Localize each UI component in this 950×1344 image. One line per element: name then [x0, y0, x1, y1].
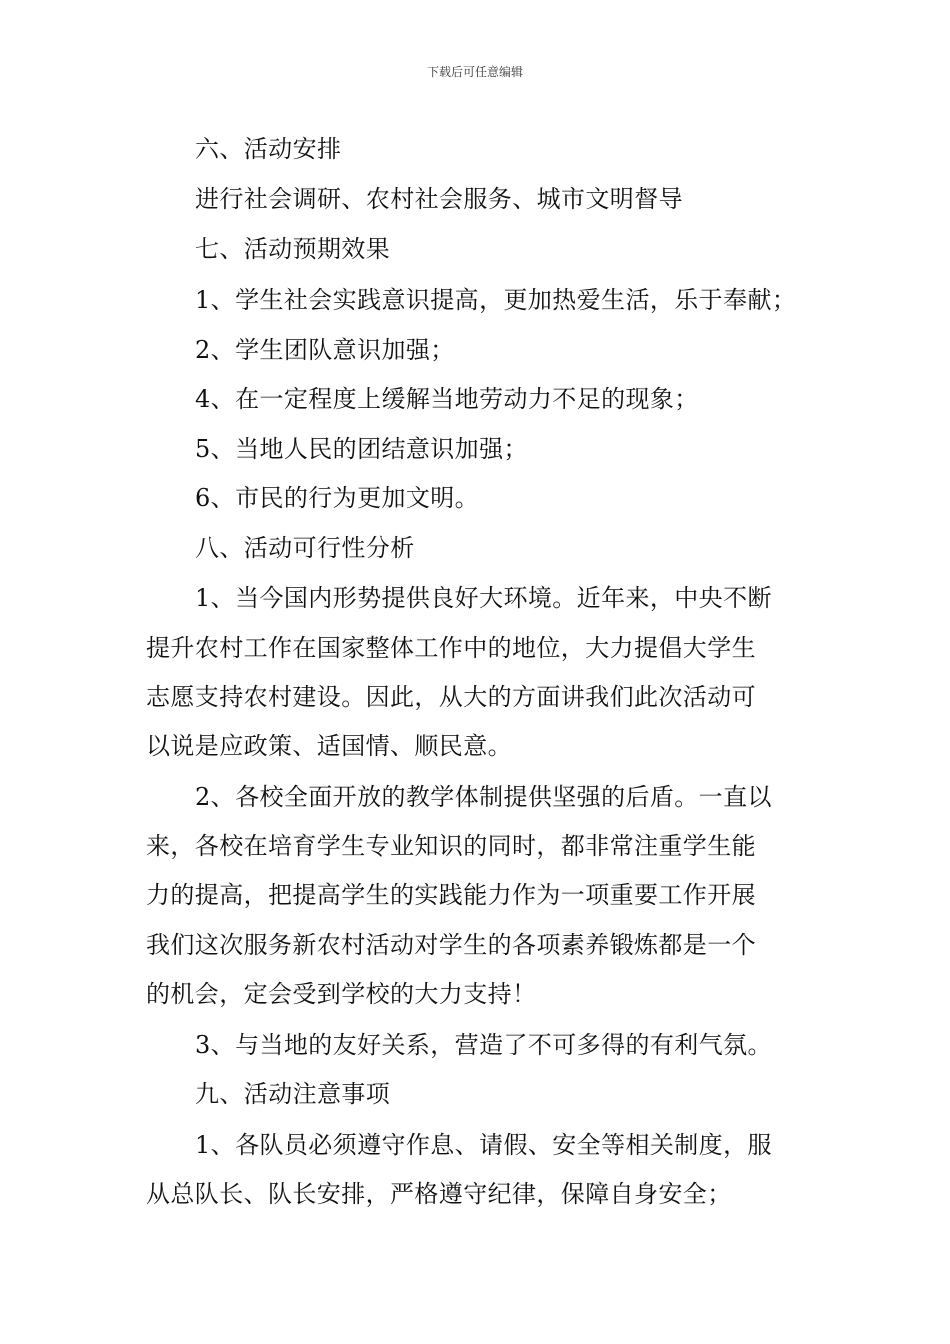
- paragraph-line: 1、各队员必须遵守作息、请假、安全等相关制度，服: [195, 1131, 772, 1159]
- list-item-line: 5、当地人民的团结意识加强；: [195, 435, 528, 463]
- section-heading-expected-effects: 七、活动预期效果: [195, 235, 391, 263]
- paragraph-line: 1、当今国内形势提供良好大环境。近年来，中央不断: [195, 584, 772, 612]
- paragraph-line: 的机会，定会受到学校的大力支持！: [146, 980, 537, 1008]
- section-heading-feasibility-analysis: 八、活动可行性分析: [195, 534, 415, 562]
- list-item-line: 2、学生团队意识加强；: [195, 336, 455, 364]
- paragraph-line: 从总队长、队长安排，严格遵守纪律，保障自身安全；: [146, 1180, 732, 1208]
- paragraph-line: 我们这次服务新农村活动对学生的各项素养锻炼都是一个: [146, 931, 756, 959]
- paragraph-line: 来，各校在培育学生专业知识的同时，都非常注重学生能: [146, 832, 756, 860]
- paragraph-line: 提升农村工作在国家整体工作中的地位，大力提倡大学生: [146, 634, 756, 662]
- list-item-line: 1、学生社会实践意识提高，更加热爱生活，乐于奉献；: [195, 286, 797, 314]
- paragraph-line: 进行社会调研、农村社会服务、城市文明督导: [195, 185, 683, 213]
- list-item-line: 4、在一定程度上缓解当地劳动力不足的现象；: [195, 385, 699, 413]
- paragraph-line: 3、与当地的友好关系，营造了不可多得的有利气氛。: [195, 1031, 772, 1059]
- paragraph-line: 以说是应政策、适国情、顺民意。: [146, 732, 512, 760]
- page-header: 下载后可任意编辑: [426, 65, 523, 79]
- paragraph-line: 2、各校全面开放的教学体制提供坚强的后盾。一直以: [195, 783, 772, 811]
- list-item-line: 6、市民的行为更加文明。: [195, 484, 480, 512]
- paragraph-line: 志愿支持农村建设。因此，从大的方面讲我们此次活动可: [146, 683, 756, 711]
- section-heading-activity-arrangement: 六、活动安排: [195, 135, 342, 163]
- paragraph-line: 力的提高，把提高学生的实践能力作为一项重要工作开展: [146, 881, 756, 909]
- section-heading-precautions: 九、活动注意事项: [195, 1080, 391, 1108]
